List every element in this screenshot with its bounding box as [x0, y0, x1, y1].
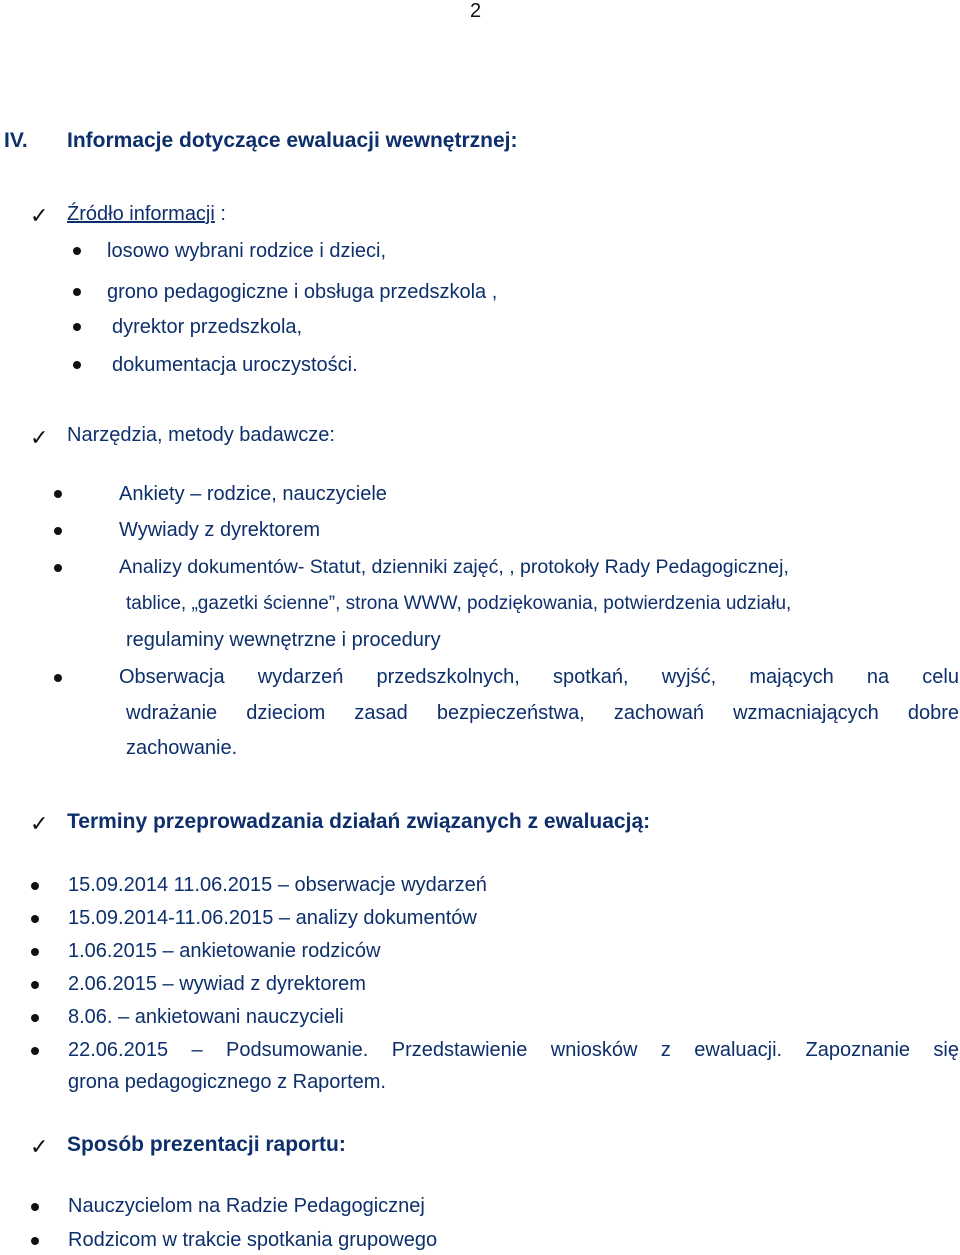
- list-item: 1.06.2015 – ankietowanie rodziców: [68, 940, 381, 962]
- source-heading: Źródło informacji :: [67, 203, 226, 225]
- list-item-continuation: regulaminy wewnętrzne i procedury: [126, 629, 441, 651]
- checkmark-icon: ✓: [30, 203, 49, 228]
- list-item: 15.09.2014 11.06.2015 – obserwacje wydarzeń: [68, 874, 487, 896]
- list-item: 22.06.2015 – Podsumowanie. Przedstawienie wniosków z ewaluacji. Zapoznanie się: [68, 1039, 959, 1061]
- bullet-icon: [54, 527, 62, 535]
- list-item: grono pedagogiczne i obsługa przedszkola ,: [107, 281, 498, 303]
- list-item: Analizy dokumentów- Statut, dzienniki zajęć, , protokoły Rady Pedagogicznej,: [119, 556, 789, 578]
- bullet-icon: [31, 1237, 39, 1245]
- bullet-icon: [31, 981, 39, 989]
- list-item: dokumentacja uroczystości.: [112, 354, 358, 376]
- list-item-continuation: tablice, „gazetki ścienne”, strona WWW, podziękowania, potwierdzenia udziału,: [126, 593, 792, 614]
- list-item-continuation: grona pedagogicznego z Raportem.: [68, 1071, 386, 1093]
- bullet-icon: [31, 915, 39, 923]
- list-item: losowo wybrani rodzice i dzieci,: [107, 240, 387, 262]
- bullet-icon: [54, 490, 62, 498]
- bullet-icon: [54, 674, 62, 682]
- checkmark-icon: ✓: [30, 1134, 49, 1159]
- checkmark-icon: ✓: [30, 425, 49, 450]
- list-item: Ankiety – rodzice, nauczyciele: [119, 483, 387, 505]
- report-heading: Sposób prezentacji raportu:: [67, 1133, 346, 1156]
- bullet-icon: [31, 1047, 39, 1055]
- bullet-icon: [31, 882, 39, 890]
- bullet-icon: [31, 1014, 39, 1022]
- bullet-icon: [31, 948, 39, 956]
- tools-heading: Narzędzia, metody badawcze:: [67, 424, 335, 446]
- bullet-icon: [73, 323, 81, 331]
- list-item-continuation: wdrażanie dzieciom zasad bezpieczeństwa, zachowań wzmacniających dobre: [126, 702, 959, 724]
- section-number: IV.: [4, 129, 28, 152]
- list-item: 2.06.2015 – wywiad z dyrektorem: [68, 973, 366, 995]
- list-item: Nauczycielom na Radzie Pedagogicznej: [68, 1195, 425, 1217]
- bullet-icon: [73, 288, 81, 296]
- checkmark-icon: ✓: [30, 811, 49, 836]
- list-item-continuation: zachowanie.: [126, 737, 238, 759]
- list-item: Obserwacja wydarzeń przedszkolnych, spotkań, wyjść, mających na celu: [119, 666, 959, 688]
- page-number: 2: [470, 0, 482, 22]
- list-item: dyrektor przedszkola,: [112, 316, 303, 338]
- section-title: Informacje dotyczące ewaluacji wewnętrznej:: [67, 129, 518, 152]
- list-item: 8.06. – ankietowani nauczycieli: [68, 1006, 344, 1028]
- list-item: Wywiady z dyrektorem: [119, 519, 320, 541]
- list-item: Rodzicom w trakcie spotkania grupowego: [68, 1229, 438, 1251]
- list-item: 15.09.2014-11.06.2015 – analizy dokumentów: [68, 907, 477, 929]
- bullet-icon: [73, 361, 81, 369]
- bullet-icon: [31, 1203, 39, 1211]
- schedule-heading: Terminy przeprowadzania działań związanych z ewaluacją:: [67, 810, 651, 833]
- bullet-icon: [54, 564, 62, 572]
- bullet-icon: [73, 247, 81, 255]
